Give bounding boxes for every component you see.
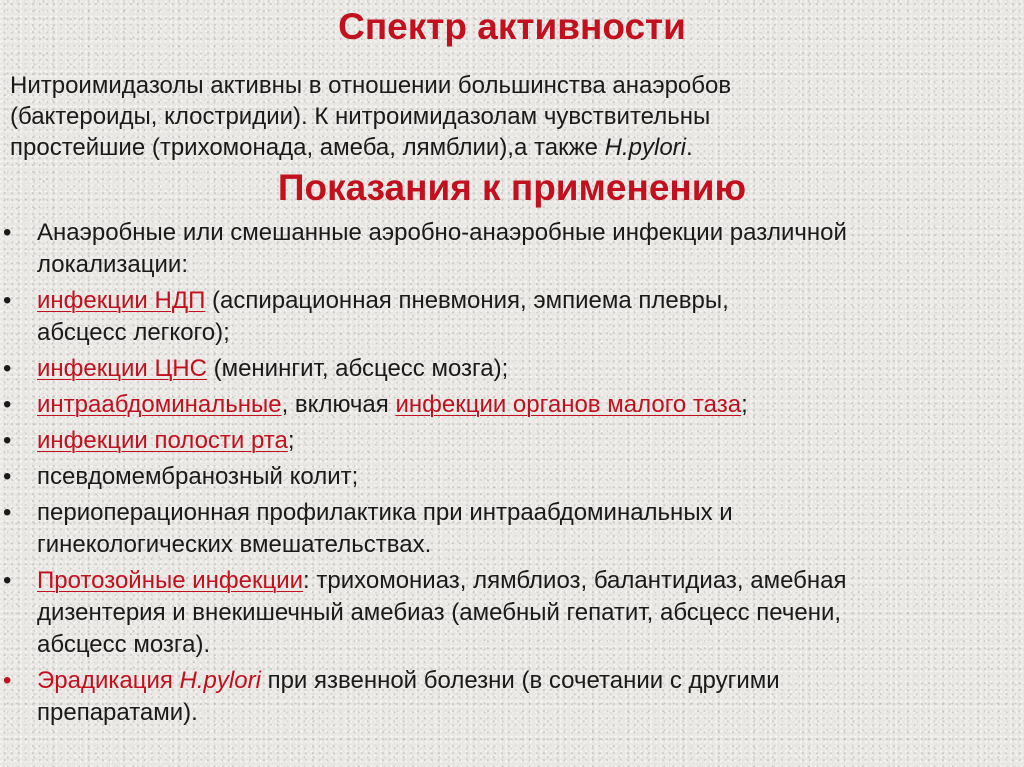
list-item-anaerobic (0, 217, 1024, 281)
bullet-icon: • (3, 355, 12, 382)
item-text: псевдомембранозный колит; (37, 463, 359, 490)
intro-paragraph (10, 70, 1010, 163)
eradication-label: Эрадикация (37, 667, 180, 694)
link-ndp-infections[interactable]: инфекции НДП (37, 287, 206, 314)
link-oral-infections[interactable]: инфекции полости рта (37, 427, 288, 454)
item-text-cont: дизентерия и внекишечный амебиаз (амебный гепатит, абсцесс печени, (37, 599, 842, 626)
list-item-protozoal (0, 565, 1024, 661)
item-text-cont-2: абсцесс мозга). (37, 631, 211, 658)
bullet-icon: • (3, 567, 12, 594)
item-text: периоперационная профилактика при интраабдоминальных и (37, 499, 733, 526)
item-text: : трихомониаз, лямблиоз, балантидиаз, амебная (303, 567, 847, 594)
item-text-cont: локализации: (37, 251, 188, 278)
link-pelvic-infections[interactable]: инфекции органов малого таза (395, 391, 742, 418)
slide-title: Спектр активности (338, 6, 686, 47)
item-text: Анаэробные или смешанные аэробно-анаэробные инфекции различной (37, 219, 847, 246)
link-cns-infections[interactable]: инфекции ЦНС (37, 355, 207, 382)
indications-list (0, 217, 1024, 733)
item-text-cont: гинекологических вмешательствах. (37, 531, 432, 558)
bullet-icon: • (3, 287, 12, 314)
list-item-colitis (0, 461, 1024, 493)
intro-line-1: Нитроимидазолы активны в отношении большинства анаэробов (10, 72, 732, 99)
list-item-eradication (0, 665, 1024, 729)
item-text: при язвенной болезни (в сочетании с другими (260, 667, 780, 694)
intro-line-3: простейшие (трихомонада, амеба, лямблии),а также (10, 134, 605, 161)
link-protozoal-infections[interactable]: Протозойные инфекции (37, 567, 304, 594)
list-item-oral (0, 425, 1024, 457)
eradication-hpylori: H.pylori (179, 667, 261, 694)
list-item-intraabdominal (0, 389, 1024, 421)
bullet-icon: • (3, 427, 12, 454)
bullet-icon: • (3, 667, 12, 694)
list-item-ndp (0, 285, 1024, 349)
link-intraabdominal[interactable]: интраабдоминальные (37, 391, 282, 418)
list-item-cns (0, 353, 1024, 385)
item-text-end: ; (287, 427, 295, 454)
intro-line-3-end: . (686, 134, 693, 161)
indications-subtitle: Показания к применению (277, 167, 747, 208)
list-item-prophylaxis (0, 497, 1024, 561)
item-text-cont: абсцесс легкого); (37, 319, 230, 346)
item-text: (менингит, абсцесс мозга); (206, 355, 509, 382)
item-text-end: ; (741, 391, 748, 418)
intro-hpylori: H.pylori (604, 134, 686, 161)
item-text: , включая (281, 391, 396, 418)
bullet-icon: • (3, 463, 12, 490)
intro-line-2: (бактероиды, клостридии). К нитроимидазолам чувствительны (10, 103, 711, 130)
item-text: (аспирационная пневмония, эмпиема плевры, (205, 287, 729, 314)
item-text-cont: препаратами). (37, 699, 198, 726)
bullet-icon: • (3, 219, 12, 246)
bullet-icon: • (3, 391, 12, 418)
bullet-icon: • (3, 499, 12, 526)
